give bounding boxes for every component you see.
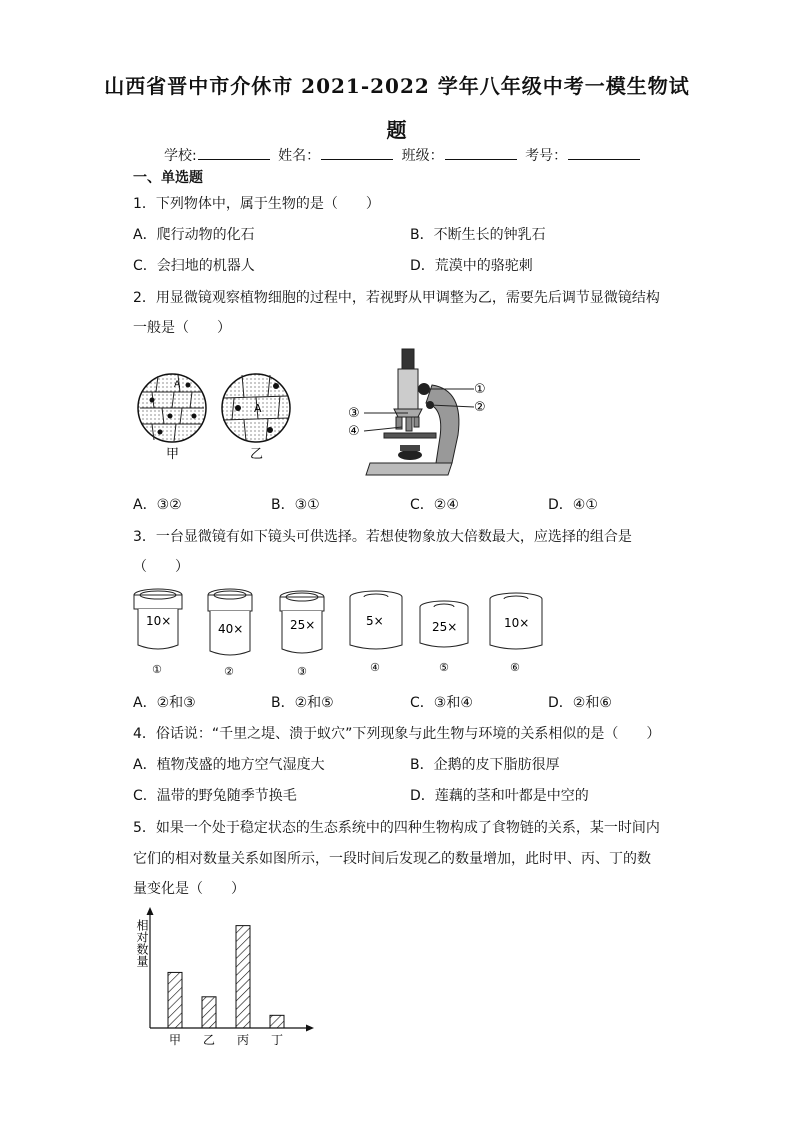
lens-6-mag: 10× (504, 616, 530, 630)
lens-2-mag: 40× (218, 622, 244, 636)
q4-option-b: B．企鹅的皮下脂肪很厚 (410, 757, 560, 773)
school-blank (198, 147, 270, 160)
q2-option-a: A．③② (133, 497, 182, 513)
lens-4-mag: 5× (366, 614, 384, 628)
q4-option-d: D．莲藕的茎和叶都是中空的 (410, 788, 589, 804)
view-yi (222, 374, 290, 442)
lens-3-num: ③ (297, 665, 307, 678)
q4-option-c: C．温带的野兔随季节换毛 (133, 788, 297, 804)
category-label-0: 甲 (168, 1033, 182, 1047)
q2-stem-line1: 2．用显微镜观察植物细胞的过程中，若视野从甲调整为乙，需要先后调节显微镜结构 (133, 290, 660, 306)
lens-3 (280, 591, 324, 678)
q1-option-d: D．荒漠中的骆驼刺 (410, 258, 533, 274)
category-label-3: 丁 (270, 1033, 284, 1047)
lens-2-num: ② (224, 665, 234, 678)
cell-view-figure (130, 370, 300, 465)
name-label: 姓名： (278, 148, 321, 164)
q2-stem-line2: 一般是（ ） (133, 320, 231, 336)
cell-a-label-yi: A (254, 402, 262, 415)
relative-quantity-chart (128, 905, 323, 1050)
exam-number-label: 考号： (525, 148, 568, 164)
q3-option-c: C．③和④ (410, 695, 473, 711)
lens-6 (490, 593, 542, 674)
q3-option-d: D．②和⑥ (548, 695, 612, 711)
q2-option-c: C．②④ (410, 497, 459, 513)
lens-2 (208, 589, 252, 678)
lens-6-num: ⑥ (510, 661, 520, 674)
q3-option-b: B．②和⑤ (271, 695, 334, 711)
name-blank (321, 147, 393, 160)
lens-5-num: ⑤ (439, 661, 449, 674)
lens-3-mag: 25× (290, 618, 316, 632)
y-axis-arrow (147, 907, 154, 915)
q5-stem-line3: 量变化是（ ） (133, 881, 245, 897)
bars-group (168, 926, 284, 1047)
student-info-row (164, 145, 644, 165)
lens-figure (128, 585, 558, 680)
y-axis-label: 相对数量 (135, 919, 149, 967)
category-label-2: 丙 (236, 1033, 250, 1047)
q2-option-d: D．④① (548, 497, 598, 513)
part-label-2: ② (474, 400, 486, 415)
q3-option-a: A．②和③ (133, 695, 196, 711)
lens-1-mag: 10× (146, 614, 172, 628)
q3-stem-line2: （ ） (133, 559, 189, 575)
q4-stem: 4．俗话说：“千里之堤、溃于蚁穴”下列现象与此生物与环境的关系相似的是（ ） (133, 726, 661, 742)
q4-option-a: A．植物茂盛的地方空气湿度大 (133, 757, 325, 773)
class-label: 班级： (401, 148, 444, 164)
q1-option-c: C．会扫地的机器人 (133, 258, 255, 274)
lens-5 (420, 601, 468, 674)
lens-4 (350, 591, 402, 674)
bar-2 (236, 926, 250, 1028)
view-jia (138, 374, 206, 442)
label-jia: 甲 (166, 447, 180, 462)
lens-1-num: ① (152, 663, 162, 676)
document-title-line2: 题 (386, 118, 408, 142)
class-blank (445, 147, 517, 160)
exam-number-blank (568, 147, 640, 160)
microscope-figure (340, 345, 500, 480)
lens-4-num: ④ (370, 661, 380, 674)
q2-option-b: B．③① (271, 497, 320, 513)
bar-1 (202, 997, 216, 1028)
q1-option-a: A．爬行动物的化石 (133, 227, 255, 243)
lens-1 (134, 589, 182, 676)
document-title-line1: 山西省晋中市介休市 2021-2022 学年八年级中考一模生物试 (104, 74, 690, 98)
lens-5-mag: 25× (432, 620, 458, 634)
part-label-3: ③ (348, 406, 360, 421)
q5-stem-line2: 它们的相对数量关系如图所示，一段时间后发现乙的数量增加，此时甲、丙、丁的数 (133, 851, 651, 867)
bar-3 (270, 1015, 284, 1028)
q1-option-b: B．不断生长的钟乳石 (410, 227, 546, 243)
section-title: 一、单选题 (133, 170, 203, 186)
school-label: 学校: (164, 148, 197, 164)
part-label-1: ① (474, 382, 486, 397)
x-axis-arrow (306, 1025, 314, 1032)
bar-0 (168, 972, 182, 1028)
q1-stem: 1．下列物体中，属于生物的是（ ） (133, 196, 380, 212)
label-yi: 乙 (250, 447, 264, 462)
q3-stem-line1: 3．一台显微镜有如下镜头可供选择。若想使物象放大倍数最大，应选择的组合是 (133, 529, 632, 545)
q5-stem-line1: 5．如果一个处于稳定状态的生态系统中的四种生物构成了食物链的关系，某一时间内 (133, 820, 660, 836)
category-label-1: 乙 (202, 1033, 216, 1047)
part-label-4: ④ (348, 424, 360, 439)
cell-a-label-jia: A (174, 380, 181, 390)
